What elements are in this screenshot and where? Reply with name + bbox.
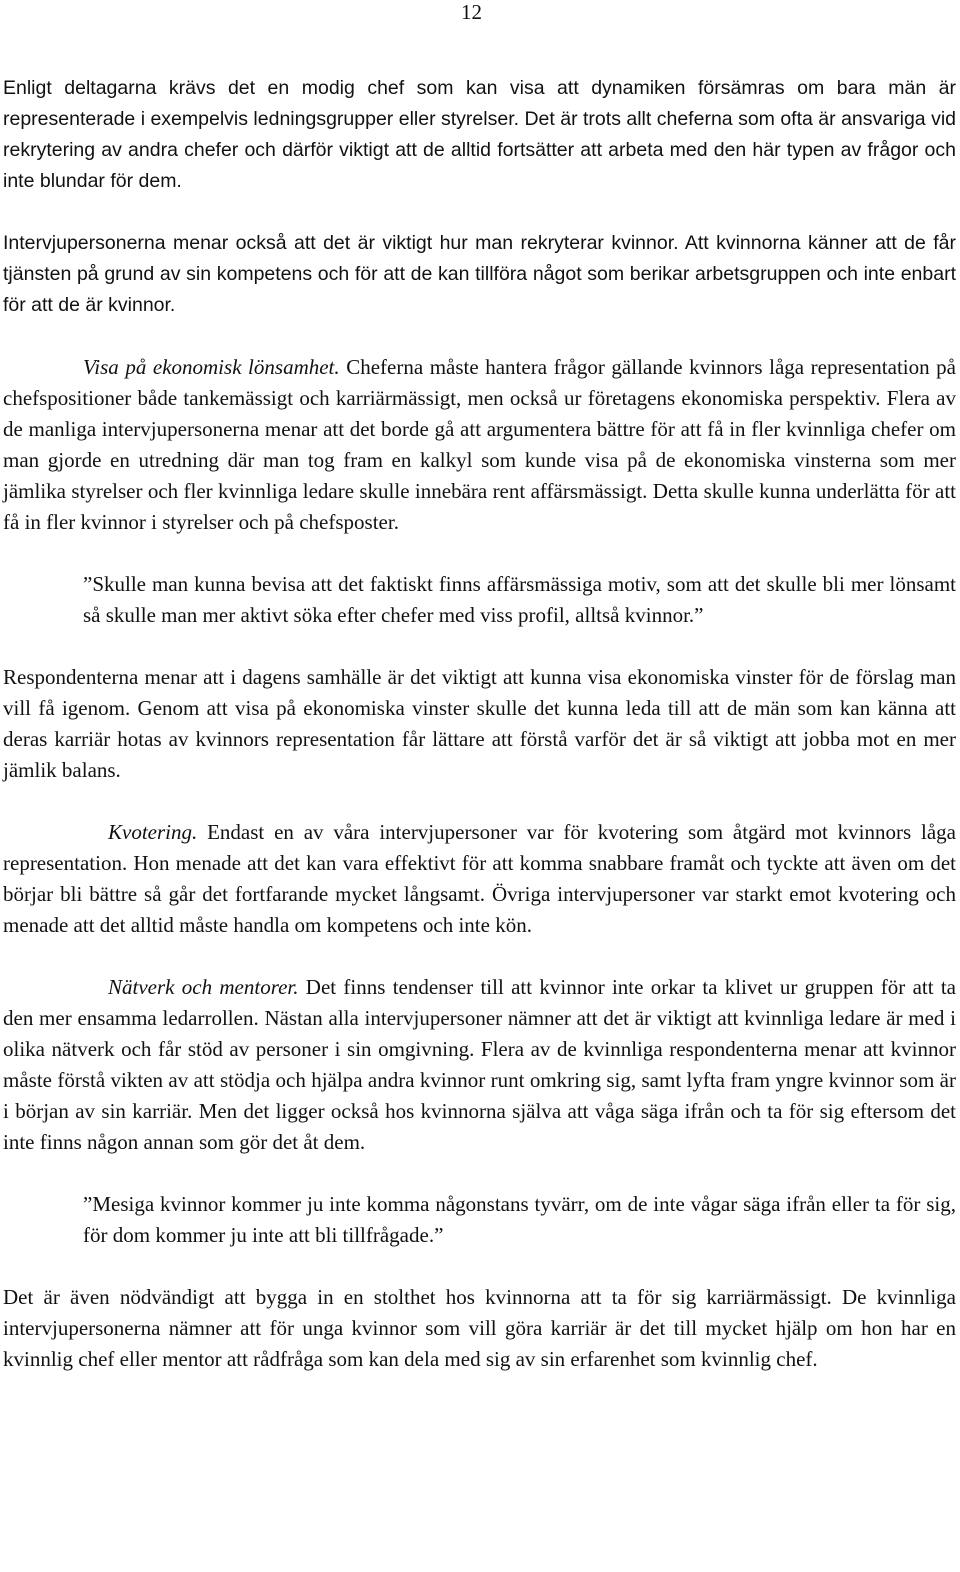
- paragraph-ekonomisk-lonsamhet-text: Cheferna måste hantera frågor gällande kvinnors låga representation på chefspositioner både tankemässigt och karriärmässigt, men också ur företagens ekonomiska perspektiv. Flera av de manliga intervjupersonerna menar att det borde gå att argumentera bättre för att få in fler kvinnliga chefer om man gjorde en utredning där man tog fram en kalkyl som kunde visa på de ekonomiska vinsterna som mer jämlika styrelser och fler kvinnliga ledare skulle innebära rent affärsmässigt. Detta skulle kunna underlätta för att få in fler kvinnor i styrelser och på chefsposter.: [3, 355, 956, 534]
- paragraph-kvotering: [3, 817, 956, 941]
- page-number: 12: [461, 0, 482, 24]
- section-heading-natverk-mentorer: Nätverk och mentorer.: [108, 975, 299, 999]
- paragraph-ekonomisk-lonsamhet: [3, 352, 956, 538]
- section-heading-ekonomisk-lonsamhet: Visa på ekonomisk lönsamhet.: [83, 355, 340, 379]
- paragraph-natverk-mentorer-text: Det finns tendenser till att kvinnor inte orkar ta klivet ur gruppen för att ta den mer ensamma ledarrollen. Nästan alla intervjupersoner nämner att det är viktigt att kvinnliga ledare är med i olika nätverk och får stöd av personer i sin omgivning. Flera av de kvinnliga respondenterna menar att kvinnor måste förstå vikten av att stödja och hjälpa andra kvinnor runt omkring sig, samt lyfta fram yngre kvinnor som är i början av sin karriär. Men det ligger också hos kvinnorna själva att våga säga ifrån och ta för sig eftersom det inte finns någon annan som gör det åt dem.: [3, 975, 956, 1154]
- paragraph-rekrytering: Intervjupersonerna menar också att det är viktigt hur man rekryterar kvinnor. Att kvinnorna känner att de får tjänsten på grund av sin kompetens och för att de kan tillföra något som berikar arbetsgruppen och inte enbart för att de är kvinnor.: [3, 232, 956, 316]
- document-body: [3, 73, 956, 1375]
- paragraph-stolthet: Det är även nödvändigt att bygga in en stolthet hos kvinnorna att ta för sig karriärmässigt. De kvinnliga intervjupersonerna nämner att för unga kvinnor som vill göra karriär är det till mycket hjälp om hon har en kvinnlig chef eller mentor att rådfråga som kan dela med sig av sin erfarenhet som kvinnlig chef.: [3, 1285, 956, 1371]
- paragraph-ekonomiska-vinster: Respondenterna menar att i dagens samhälle är det viktigt att kunna visa ekonomiska vinster för de förslag man vill få igenom. Genom att visa på ekonomiska vinster skulle det kunna leda till att de män som kan känna att deras karriär hotas av kvinnors representation får lättare att förstå varför det är så viktigt att jobba mot en mer jämlik balans.: [3, 665, 956, 782]
- quote-mesiga-kvinnor: ”Mesiga kvinnor kommer ju inte komma någonstans tyvärr, om de inte vågar säga ifrån eller ta för sig, för dom kommer ju inte att bli tillfrågade.”: [83, 1192, 956, 1247]
- quote-affarsmassiga-motiv: ”Skulle man kunna bevisa att det faktiskt finns affärsmässiga motiv, som att det skulle bli mer lönsamt så skulle man mer aktivt söka efter chefer med viss profil, alltså kvinnor.”: [83, 572, 956, 627]
- section-heading-kvotering: Kvotering.: [108, 820, 198, 844]
- paragraph-natverk-mentorer: [3, 972, 956, 1158]
- paragraph-kvotering-text: Endast en av våra intervjupersoner var för kvotering som åtgärd mot kvinnors låga representation. Hon menade att det kan vara effektivt för att komma snabbare framåt och tyckte att även om det börjar bli bättre så går det fortfarande mycket långsamt. Övriga intervjupersoner var starkt emot kvotering och menade att det alltid måste handla om kompetens och inte kön.: [3, 820, 956, 937]
- paragraph-dynamik: Enligt deltagarna krävs det en modig chef som kan visa att dynamiken försämras om bara män är representerade i exempelvis ledningsgrupper eller styrelser. Det är trots allt cheferna som ofta är ansvariga vid rekrytering av andra chefer och därför viktigt att de alltid fortsätter att arbeta med den här typen av frågor och inte blundar för dem.: [3, 77, 956, 192]
